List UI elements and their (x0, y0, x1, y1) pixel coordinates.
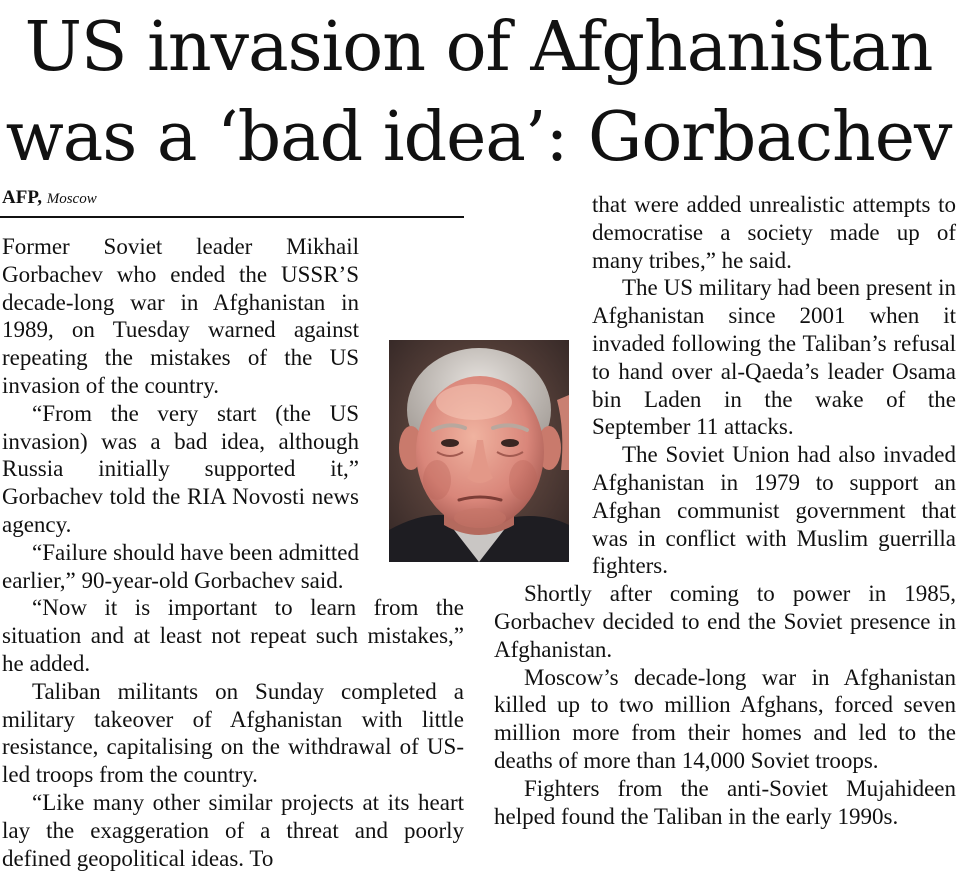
byline-location: Moscow (46, 191, 97, 207)
paragraph: Moscow’s decade-long war in Afghanistan killed up to two million Afghans, forced seven million more from their homes and led to the deaths of more than 14,000 Soviet troops. (494, 664, 956, 773)
paragraph: “Failure should have been admitted earlier,” 90-year-old Gorbachev said. (2, 539, 360, 593)
byline-rule (0, 216, 464, 218)
byline (2, 187, 97, 209)
headline-line-1: US invasion of Afghanistan (24, 8, 933, 87)
paragraph: Former Soviet leader Mikhail Gorbachev who ended the USSR’S decade-long war in Afghanistan in 1989, on Tuesday warned against repeating the mistakes of the US invasion of the country. (2, 234, 359, 398)
paragraph: Taliban militants on Sunday completed a military takeover of Afghanistan with little resistance, capitalising on the withdrawal of US-led troops from the country. (2, 678, 464, 788)
paragraph: that were added unrealistic attempts to democratise a society made up of many tribes,” he said. (592, 192, 956, 273)
headline-line-2: was a ‘bad idea’: Gorbachev (5, 98, 952, 177)
portrait-photo (389, 340, 569, 562)
paragraph: Shortly after coming to power in 1985, Gorbachev decided to end the Soviet presence in Afghanistan. (494, 581, 956, 662)
paragraph: The US military had been present in Afghanistan since 2001 when it invaded following the Taliban’s refusal to hand over al-Qaeda’s leader Osama bin Laden in the wake of the September 11 attacks. (592, 275, 956, 440)
paragraph: The Soviet Union had also invaded Afghanistan in 1979 to support an Afghan communist government that was in conflict with Muslim guerrilla fighters. (592, 442, 956, 579)
paragraph: Fighters from the anti-Soviet Mujahideen helped found the Taliban in the early 1990s. (494, 775, 956, 829)
byline-source: AFP, (2, 187, 42, 208)
paragraph: “From the very start (the US invasion) was a bad idea, although Russia initially supported it,” Gorbachev told the RIA Novosti news agency. (2, 400, 359, 537)
paragraph: “Now it is important to learn from the situation and at least not repeat such mistakes,” he added. (2, 595, 464, 676)
paragraph: “Like many other similar projects at its heart lay the exaggeration of a threat and poorly defined geopolitical ideas. To (2, 789, 464, 871)
portrait-photo-icon (389, 340, 569, 562)
